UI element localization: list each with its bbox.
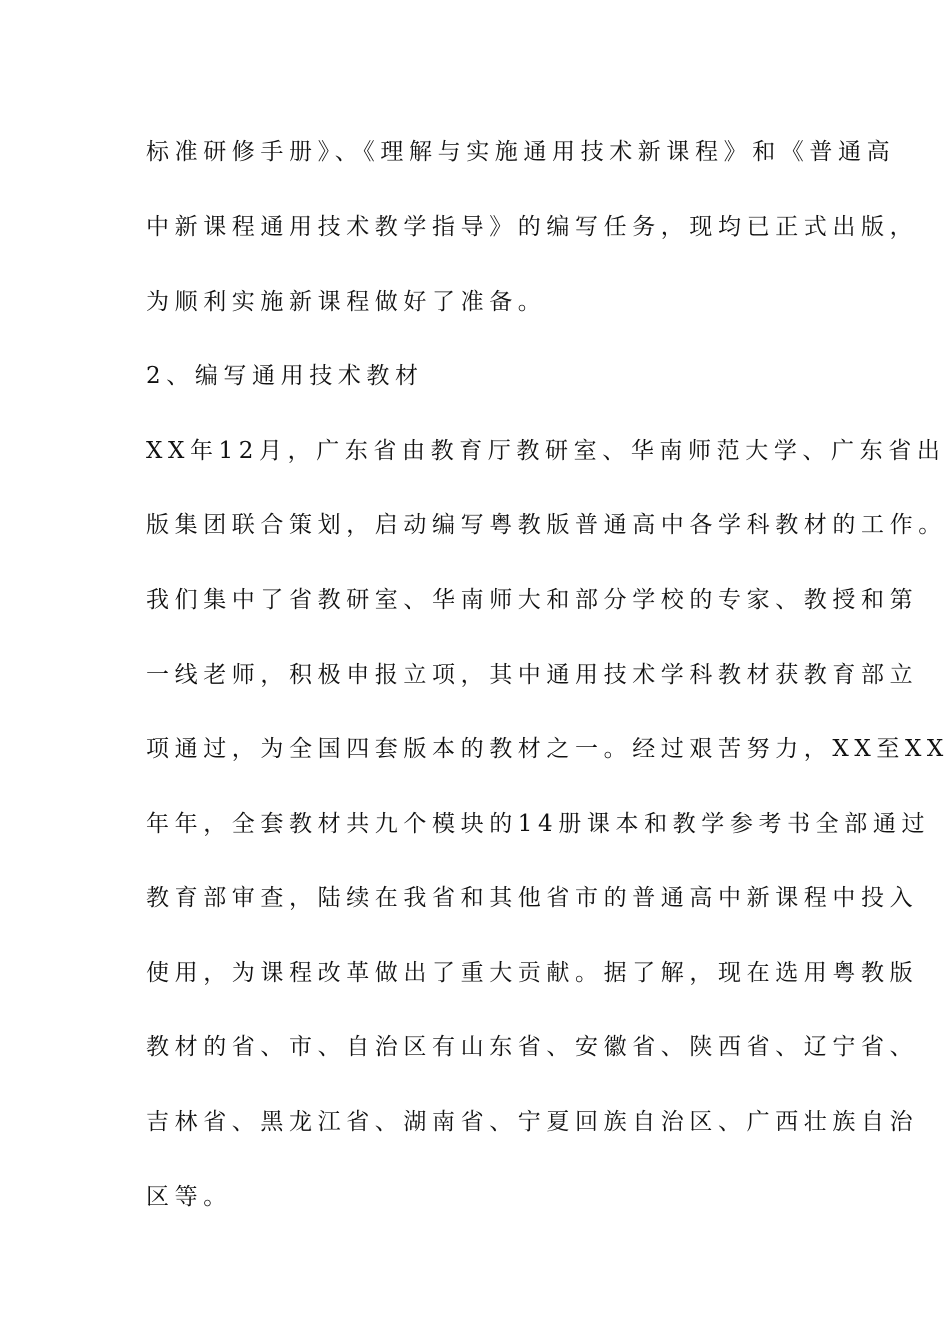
text-line: 区等。 (146, 1184, 232, 1210)
text-line: XX年12月，广东省由教育厅教研室、华南师范大学、广东省出 (146, 438, 946, 464)
text-line: 一线老师，积极申报立项，其中通用技术学科教材获教育部立 (146, 662, 919, 688)
text-line: 吉林省、黑龙江省、湖南省、宁夏回族自治区、广西壮族自治 (146, 1109, 919, 1135)
section-heading: 2、编写通用技术教材 (146, 363, 424, 389)
text-line: 中新课程通用技术教学指导》的编写任务，现均已正式出版， (146, 214, 919, 240)
text-line: 教育部审查，陆续在我省和其他省市的普通高中新课程中投入 (146, 885, 919, 911)
text-line: 年年，全套教材共九个模块的14册课本和教学参考书全部通过 (146, 811, 931, 837)
text-line: 标准研修手册》、《理解与实施通用技术新课程》和《普通高 (146, 139, 896, 165)
text-line: 我们集中了省教研室、华南师大和部分学校的专家、教授和第 (146, 587, 919, 613)
text-line: 版集团联合策划，启动编写粤教版普通高中各学科教材的工作。 (146, 512, 947, 538)
text-line: 教材的省、市、自治区有山东省、安徽省、陕西省、辽宁省、 (146, 1034, 919, 1060)
text-line: 使用，为课程改革做出了重大贡献。据了解，现在选用粤教版 (146, 960, 919, 986)
text-line: 项通过，为全国四套版本的教材之一。经过艰苦努力，XX至XX (146, 736, 949, 762)
text-line: 为顺利实施新课程做好了准备。 (146, 289, 547, 315)
